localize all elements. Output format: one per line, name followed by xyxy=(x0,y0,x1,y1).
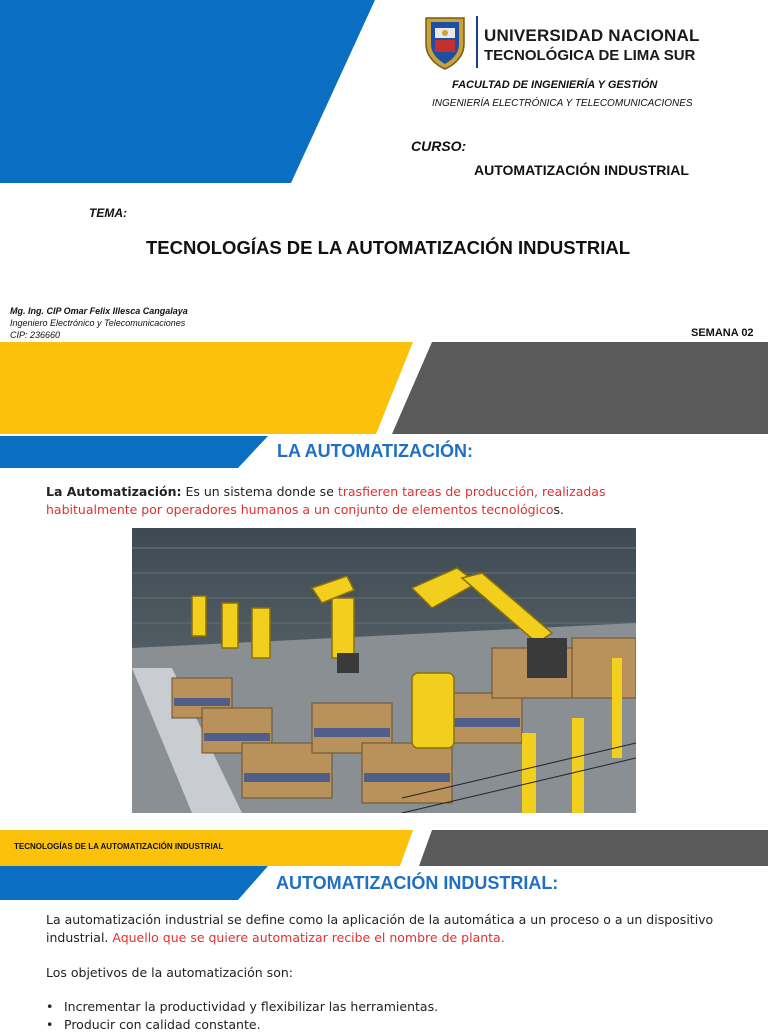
course-name: AUTOMATIZACIÓN INDUSTRIAL xyxy=(474,162,689,178)
objectives-intro: Los objetivos de la automatización son: xyxy=(46,965,293,980)
university-seal-icon xyxy=(422,14,468,70)
topic-label: TEMA: xyxy=(89,206,127,220)
automation-definition xyxy=(46,483,646,519)
author-name: Mg. Ing. CIP Omar Felix Illesca Cangalaya xyxy=(10,306,188,316)
definition-highlight: Aquello que se quiere automatizar recibe el nombre de planta. xyxy=(112,930,505,945)
slide3-heading: AUTOMATIZACIÓN INDUSTRIAL: xyxy=(276,873,559,893)
list-item: • Incrementar la productividad y flexibilizar las herramientas. xyxy=(46,998,438,1016)
definition-intro: Es un sistema donde se xyxy=(181,484,338,499)
course-label: CURSO: xyxy=(411,138,467,154)
career-name: INGENIERÍA ELECTRÓNICA Y TELECOMUNICACIONES xyxy=(432,98,693,109)
industrial-robot-arms-photo xyxy=(132,528,636,813)
author-role: Ingeniero Electrónico y Telecomunicaciones xyxy=(10,318,186,328)
yellow-gray-band xyxy=(0,342,768,434)
topic-title: TECNOLOGÍAS DE LA AUTOMATIZACIÓN INDUSTRIAL xyxy=(146,237,631,258)
definition-term: La Automatización: xyxy=(46,484,182,499)
objectives-list xyxy=(46,998,438,1034)
university-name-line2: TECNOLÓGICA DE LIMA SUR xyxy=(484,47,696,64)
faculty-name: FACULTAD DE INGENIERÍA Y GESTIÓN xyxy=(452,79,658,91)
definition-highlight: trasfieren tareas de producción, realizadas habitualmente por operadores humanos a un conjunto de elementos tecnológico xyxy=(46,484,606,517)
slide2-heading: LA AUTOMATIZACIÓN: xyxy=(277,441,473,461)
definition-plain: La automatización industrial se define como la aplicación de la automática a un proceso o a un dispositivo industrial. xyxy=(46,912,714,945)
author-cip: CIP: 236660 xyxy=(10,330,61,340)
definition-end: s. xyxy=(553,502,565,517)
logo-divider xyxy=(476,16,478,68)
footer-title: TECNOLOGÍAS DE LA AUTOMATIZACIÓN INDUSTRIAL xyxy=(14,842,224,851)
week-label: SEMANA 02 xyxy=(691,327,754,339)
industrial-automation-definition xyxy=(46,911,726,947)
list-item: • Producir con calidad constante. xyxy=(46,1016,438,1034)
university-name-line1: UNIVERSIDAD NACIONAL xyxy=(484,26,700,45)
